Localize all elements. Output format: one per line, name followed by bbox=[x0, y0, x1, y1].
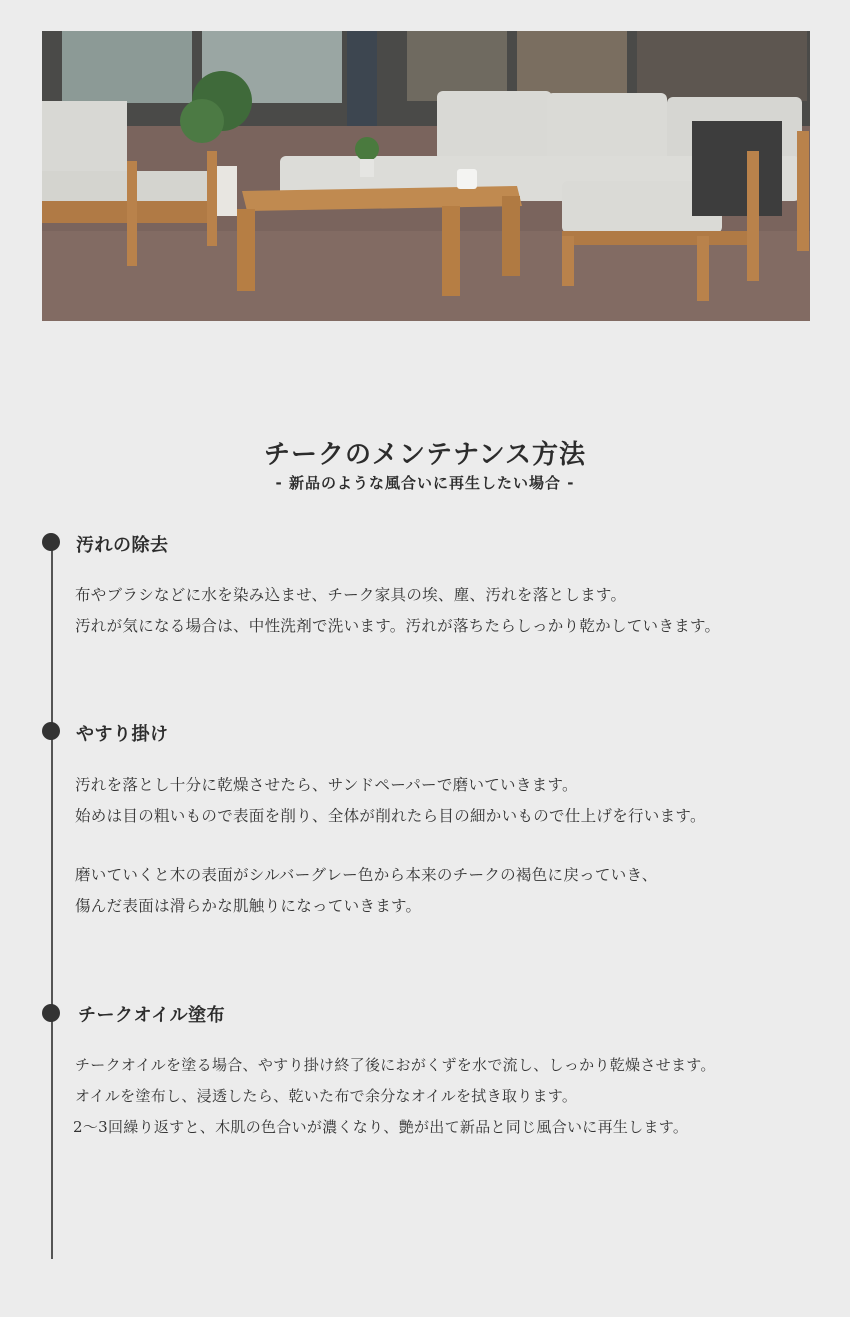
timeline-line bbox=[51, 541, 53, 1259]
page-subtitle: - 新品のような風合いに再生したい場合 - bbox=[275, 474, 575, 492]
section-paragraph bbox=[75, 1050, 825, 1143]
section-paragraph bbox=[75, 860, 825, 922]
section-heading-teak-oil: チークオイル塗布 bbox=[78, 1005, 226, 1026]
page-title: チークのメンテナンス方法 bbox=[264, 440, 586, 470]
timeline-dot-icon bbox=[42, 533, 60, 551]
patio-furniture-image bbox=[42, 31, 810, 321]
timeline-dot-icon bbox=[42, 1004, 60, 1022]
paragraph-line: 傷んだ表面は滑らかな肌触りになっていきます。 bbox=[75, 897, 422, 915]
paragraph-line: 汚れが気になる場合は、中性洗剤で洗います。汚れが落ちたらしっかり乾かしていきます。 bbox=[75, 617, 721, 635]
section-paragraph bbox=[75, 770, 825, 832]
paragraph-line: 始めは目の粗いもので表面を削り、全体が削れたら目の細かいもので仕上げを行います。 bbox=[75, 807, 706, 825]
timeline-dot-icon bbox=[42, 722, 60, 740]
paragraph-line: 汚れを落とし十分に乾燥させたら、サンドペーパーで磨いていきます。 bbox=[75, 776, 578, 794]
paragraph-line: オイルを塗布し、浸透したら、乾いた布で余分なオイルを拭き取ります。 bbox=[75, 1087, 578, 1105]
paragraph-line: 布やブラシなどに水を染み込ませ、チーク家具の埃、塵、汚れを落とします。 bbox=[75, 586, 627, 604]
hero-photo bbox=[42, 31, 810, 321]
paragraph-line: 2〜3回繰り返すと、木肌の色合いが濃くなり、艶が出て新品と同じ風合いに再生します。 bbox=[73, 1118, 689, 1136]
section-heading-sanding: やすり掛け bbox=[76, 724, 169, 745]
section-heading-dirt-removal: 汚れの除去 bbox=[76, 535, 169, 556]
paragraph-line: 磨いていくと木の表面がシルバーグレー色から本来のチークの褐色に戻っていき、 bbox=[75, 866, 658, 884]
paragraph-line: チークオイルを塗る場合、やすり掛け終了後におがくずを水で流し、しっかり乾燥させます。 bbox=[75, 1056, 716, 1074]
section-paragraph bbox=[75, 580, 825, 642]
